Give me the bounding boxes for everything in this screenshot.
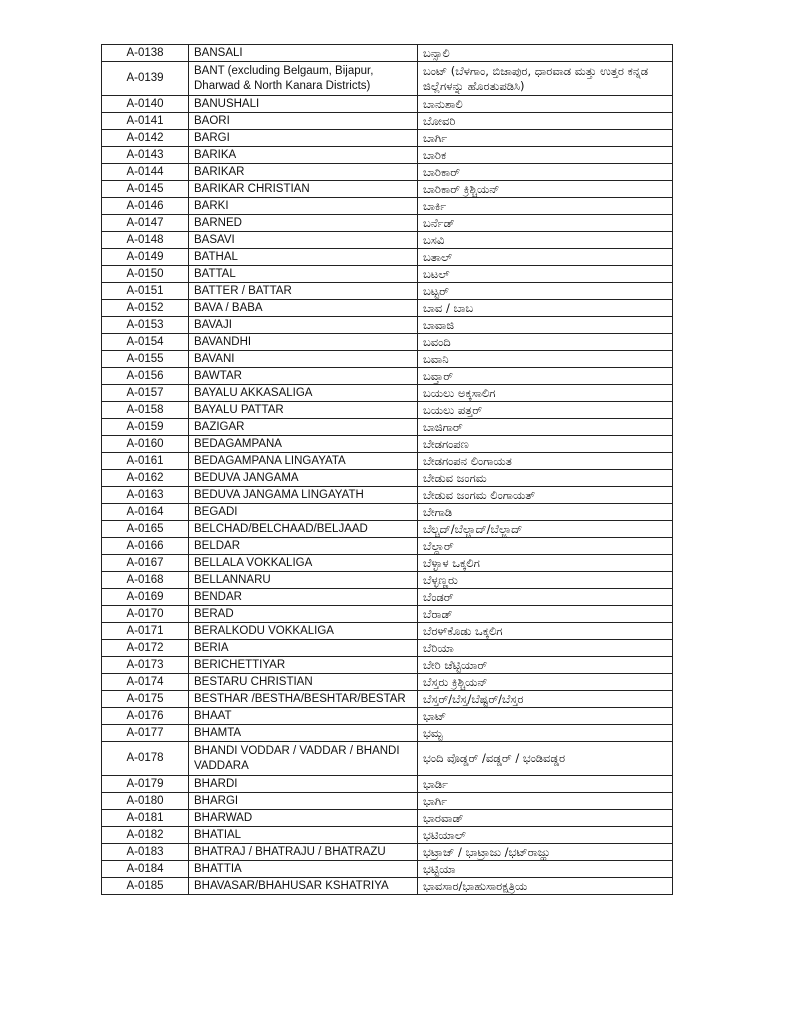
table-row: [102, 62, 673, 96]
caste-name-cell: BEGADI: [189, 504, 418, 521]
caste-code-cell: A-0142: [102, 130, 189, 147]
caste-kannada-cell: ಬಂಟ್ (ಬೆಳಗಾಂ, ಬಿಜಾಪುರ, ಧಾರವಾಡ ಮತ್ತು ಉತ್ತರ ಕನ್ನಡ ಜಿಲ್ಲೆಗಳನ್ನು ಹೊರತುಪಡಿಸಿ): [418, 62, 673, 96]
caste-name-cell: BANT (excluding Belgaum, Bijapur, Dharwad & North Kanara Districts): [189, 62, 418, 96]
caste-code-cell: A-0151: [102, 283, 189, 300]
caste-kannada-cell: ಬಯಲು ಪತ್ತರ್: [418, 402, 673, 419]
caste-code-cell: A-0165: [102, 521, 189, 538]
caste-kannada-cell: ಭಾರ್ಗಿ: [418, 793, 673, 810]
table-row: [102, 215, 673, 232]
caste-code-cell: A-0172: [102, 640, 189, 657]
caste-kannada-cell: ಬೆಂಡರ್: [418, 589, 673, 606]
table-row: [102, 657, 673, 674]
caste-name-cell: BHARGI: [189, 793, 418, 810]
table-row: [102, 708, 673, 725]
caste-kannada-cell: ಬೆಸ್ತರು ಕ್ರಿಶ್ಚಿಯನ್: [418, 674, 673, 691]
caste-code-cell: A-0138: [102, 45, 189, 62]
caste-code-cell: A-0159: [102, 419, 189, 436]
caste-kannada-cell: ಬೇಡಗಂಪನ ಲಿಂಗಾಯತ: [418, 453, 673, 470]
caste-name-cell: BEDUVA JANGAMA: [189, 470, 418, 487]
caste-kannada-cell: ಬವಾನಿ: [418, 351, 673, 368]
caste-kannada-cell: ಬವಂದಿ: [418, 334, 673, 351]
caste-code-cell: A-0154: [102, 334, 189, 351]
caste-name-cell: BERAD: [189, 606, 418, 623]
caste-name-cell: BAVAJI: [189, 317, 418, 334]
caste-code-cell: A-0163: [102, 487, 189, 504]
caste-code-cell: A-0179: [102, 776, 189, 793]
table-row: [102, 181, 673, 198]
caste-name-cell: BATTAL: [189, 266, 418, 283]
caste-kannada-cell: ಬೆಲ್ಚದ್/ಬೆಲ್ಚಾದ್/ಬೆಲ್ಜಾದ್: [418, 521, 673, 538]
caste-name-cell: BAYALU PATTAR: [189, 402, 418, 419]
caste-code-cell: A-0185: [102, 878, 189, 895]
caste-code-cell: A-0169: [102, 589, 189, 606]
caste-code-cell: A-0144: [102, 164, 189, 181]
caste-name-cell: BELCHAD/BELCHAAD/BELJAAD: [189, 521, 418, 538]
caste-name-cell: BESTARU CHRISTIAN: [189, 674, 418, 691]
caste-code-cell: A-0167: [102, 555, 189, 572]
caste-code-cell: A-0181: [102, 810, 189, 827]
caste-kannada-cell: ಬಾವಾಜಿ: [418, 317, 673, 334]
caste-kannada-cell: ಬೇಡುವ ಜಂಗಮ: [418, 470, 673, 487]
caste-name-cell: BHAMTA: [189, 725, 418, 742]
caste-code-cell: A-0184: [102, 861, 189, 878]
table-row: [102, 606, 673, 623]
caste-name-cell: BANSALI: [189, 45, 418, 62]
caste-code-cell: A-0155: [102, 351, 189, 368]
table-row: [102, 232, 673, 249]
caste-code-cell: A-0145: [102, 181, 189, 198]
table-row: [102, 674, 673, 691]
caste-kannada-cell: ಬಾರಿಕಾರ್: [418, 164, 673, 181]
caste-name-cell: BEDAGAMPANA: [189, 436, 418, 453]
table-row: [102, 725, 673, 742]
caste-kannada-cell: ಬಾಜಿಗಾರ್: [418, 419, 673, 436]
caste-code-cell: A-0162: [102, 470, 189, 487]
table-row: [102, 487, 673, 504]
caste-name-cell: BEDUVA JANGAMA LINGAYATH: [189, 487, 418, 504]
caste-code-cell: A-0175: [102, 691, 189, 708]
caste-name-cell: BANUSHALI: [189, 96, 418, 113]
caste-name-cell: BENDAR: [189, 589, 418, 606]
caste-name-cell: BEDAGAMPANA LINGAYATA: [189, 453, 418, 470]
caste-code-cell: A-0141: [102, 113, 189, 130]
caste-name-cell: BARIKA: [189, 147, 418, 164]
caste-kannada-cell: ಬೆಸ್ತರ್/ಬೆಸ್ತ/ಬೆಷ್ಟರ್/ಬೆಸ್ತರ: [418, 691, 673, 708]
caste-name-cell: BHATIAL: [189, 827, 418, 844]
caste-name-cell: BHARDI: [189, 776, 418, 793]
caste-kannada-cell: ಬೇಡಗಂಪಣ: [418, 436, 673, 453]
caste-code-cell: A-0152: [102, 300, 189, 317]
caste-name-cell: BAVA / BABA: [189, 300, 418, 317]
caste-kannada-cell: ಬೆರಾಡ್: [418, 606, 673, 623]
caste-name-cell: BHAVASAR/BHAHUSAR KSHATRIYA: [189, 878, 418, 895]
caste-code-cell: A-0160: [102, 436, 189, 453]
caste-code-cell: A-0139: [102, 62, 189, 96]
caste-kannada-cell: ಬೋವರಿ: [418, 113, 673, 130]
table-row: [102, 470, 673, 487]
caste-kannada-cell: ಬೇಡುವ ಜಂಗಮ ಲಿಂಗಾಯತ್: [418, 487, 673, 504]
caste-kannada-cell: ಬರ್ನೆಡ್: [418, 215, 673, 232]
caste-name-cell: BERICHETTIYAR: [189, 657, 418, 674]
caste-name-cell: BARNED: [189, 215, 418, 232]
caste-kannada-cell: ಭಟ್ಟಿಯಾ: [418, 861, 673, 878]
table-body: [102, 45, 673, 895]
caste-code-cell: A-0171: [102, 623, 189, 640]
table-row: [102, 266, 673, 283]
caste-code-cell: A-0178: [102, 742, 189, 776]
caste-code-cell: A-0183: [102, 844, 189, 861]
caste-code-cell: A-0158: [102, 402, 189, 419]
caste-name-cell: BELLANNARU: [189, 572, 418, 589]
table-row: [102, 249, 673, 266]
caste-kannada-cell: ಭಾವಸಾರ/ಭಾಹುಸಾರಕ್ಷತ್ರಿಯ: [418, 878, 673, 895]
caste-code-cell: A-0161: [102, 453, 189, 470]
caste-name-cell: BHARWAD: [189, 810, 418, 827]
caste-kannada-cell: ಬಾರಿಕಾರ್ ಕ್ರಿಶ್ಚಿಯನ್: [418, 181, 673, 198]
table-row: [102, 827, 673, 844]
caste-kannada-cell: ಬೇರಿ ಚೆಟ್ಟಿಯಾರ್: [418, 657, 673, 674]
table-row: [102, 130, 673, 147]
caste-name-cell: BESTHAR /BESTHA/BESHTAR/BESTAR: [189, 691, 418, 708]
caste-name-cell: BHATRAJ / BHATRAJU / BHATRAZU: [189, 844, 418, 861]
caste-kannada-cell: ಬಾರಿಕ: [418, 147, 673, 164]
caste-name-cell: BARIKAR: [189, 164, 418, 181]
caste-name-cell: BHANDI VODDAR / VADDAR / BHANDI VADDARA: [189, 742, 418, 776]
caste-code-cell: A-0150: [102, 266, 189, 283]
table-row: [102, 402, 673, 419]
caste-name-cell: BARKI: [189, 198, 418, 215]
caste-code-cell: A-0166: [102, 538, 189, 555]
caste-code-cell: A-0148: [102, 232, 189, 249]
caste-kannada-cell: ಬೆಳ್ಳಾಳ ಒಕ್ಕಲಿಗ: [418, 555, 673, 572]
caste-name-cell: BHAAT: [189, 708, 418, 725]
table-row: [102, 504, 673, 521]
caste-code-cell: A-0149: [102, 249, 189, 266]
caste-code-cell: A-0168: [102, 572, 189, 589]
caste-kannada-cell: ಬೆರಿಯಾ: [418, 640, 673, 657]
caste-kannada-cell: ಬವ್ತಾರ್: [418, 368, 673, 385]
caste-kannada-cell: ಬಾವ / ಬಾಬ: [418, 300, 673, 317]
table-row: [102, 300, 673, 317]
caste-code-cell: A-0177: [102, 725, 189, 742]
caste-code-cell: A-0157: [102, 385, 189, 402]
caste-kannada-cell: ಬಟಲ್: [418, 266, 673, 283]
table-row: [102, 96, 673, 113]
caste-name-cell: BAWTAR: [189, 368, 418, 385]
caste-kannada-cell: ಬತಾಲ್: [418, 249, 673, 266]
table-row: [102, 351, 673, 368]
caste-name-cell: BAVANI: [189, 351, 418, 368]
caste-code-cell: A-0143: [102, 147, 189, 164]
table-row: [102, 810, 673, 827]
caste-kannada-cell: ಭಾಟ್: [418, 708, 673, 725]
table-row: [102, 623, 673, 640]
table-row: [102, 878, 673, 895]
caste-kannada-cell: ಭಟ್ರಾಜ್ / ಭಾಟ್ರಾಜು /ಭಟ್‌ರಾಜ್ಹು: [418, 844, 673, 861]
caste-kannada-cell: ಬೆರಳ್‌ಕೊಡು ಒಕ್ಕಲಿಗ: [418, 623, 673, 640]
table-row: [102, 521, 673, 538]
caste-kannada-cell: ಭಮ್ಟ: [418, 725, 673, 742]
caste-name-cell: BAVANDHI: [189, 334, 418, 351]
caste-kannada-cell: ಬೆಲ್ದಾರ್: [418, 538, 673, 555]
table-row: [102, 368, 673, 385]
caste-code-cell: A-0182: [102, 827, 189, 844]
caste-name-cell: BATTER / BATTAR: [189, 283, 418, 300]
caste-name-cell: BHATTIA: [189, 861, 418, 878]
table-row: [102, 283, 673, 300]
caste-kannada-cell: ಬೆಳ್ಳಣ್ಣರು: [418, 572, 673, 589]
caste-name-cell: BARIKAR CHRISTIAN: [189, 181, 418, 198]
caste-name-cell: BERIA: [189, 640, 418, 657]
table-row: [102, 334, 673, 351]
caste-code-cell: A-0146: [102, 198, 189, 215]
table-row: [102, 45, 673, 62]
caste-code-cell: A-0180: [102, 793, 189, 810]
table-row: [102, 164, 673, 181]
table-row: [102, 538, 673, 555]
caste-name-cell: BELDAR: [189, 538, 418, 555]
table-row: [102, 436, 673, 453]
caste-kannada-cell: ಬಾರ್ಕಿ: [418, 198, 673, 215]
table-row: [102, 572, 673, 589]
caste-code-cell: A-0176: [102, 708, 189, 725]
table-row: [102, 640, 673, 657]
caste-kannada-cell: ಬಟ್ಟರ್: [418, 283, 673, 300]
caste-name-cell: BARGI: [189, 130, 418, 147]
caste-name-cell: BAORI: [189, 113, 418, 130]
caste-kannada-cell: ಬಾರ್ಗಿ: [418, 130, 673, 147]
caste-code-cell: A-0174: [102, 674, 189, 691]
caste-name-cell: BASAVI: [189, 232, 418, 249]
caste-kannada-cell: ಬಯಲು ಅಕ್ಕಸಾಲಿಗ: [418, 385, 673, 402]
caste-kannada-cell: ಭಾರ್ಡಿ: [418, 776, 673, 793]
caste-code-cell: A-0147: [102, 215, 189, 232]
table-row: [102, 861, 673, 878]
table-row: [102, 776, 673, 793]
document-page: [101, 44, 673, 895]
caste-kannada-cell: ಬನ್ಸಾಲಿ: [418, 45, 673, 62]
caste-kannada-cell: ಭಟಿಯಾಲ್: [418, 827, 673, 844]
table-row: [102, 453, 673, 470]
table-row: [102, 113, 673, 130]
caste-list-table: [101, 44, 673, 895]
caste-name-cell: BELLALA VOKKALIGA: [189, 555, 418, 572]
table-row: [102, 147, 673, 164]
table-row: [102, 691, 673, 708]
caste-kannada-cell: ಭಾರವಾಡ್: [418, 810, 673, 827]
caste-kannada-cell: ಭಂದಿ ವೊಡ್ಡರ್ /ವಡ್ಡರ್ / ಭಂಡಿವಡ್ಡರ: [418, 742, 673, 776]
caste-code-cell: A-0153: [102, 317, 189, 334]
caste-code-cell: A-0140: [102, 96, 189, 113]
caste-name-cell: BAZIGAR: [189, 419, 418, 436]
caste-code-cell: A-0173: [102, 657, 189, 674]
caste-name-cell: BAYALU AKKASALIGA: [189, 385, 418, 402]
caste-kannada-cell: ಬಾನುಶಾಲಿ: [418, 96, 673, 113]
table-row: [102, 419, 673, 436]
table-row: [102, 555, 673, 572]
caste-name-cell: BATHAL: [189, 249, 418, 266]
table-row: [102, 742, 673, 776]
table-row: [102, 793, 673, 810]
table-row: [102, 385, 673, 402]
table-row: [102, 844, 673, 861]
table-row: [102, 317, 673, 334]
caste-kannada-cell: ಬಸವಿ: [418, 232, 673, 249]
table-row: [102, 589, 673, 606]
caste-code-cell: A-0170: [102, 606, 189, 623]
caste-code-cell: A-0164: [102, 504, 189, 521]
caste-code-cell: A-0156: [102, 368, 189, 385]
table-row: [102, 198, 673, 215]
caste-kannada-cell: ಬೇಗಾಡಿ: [418, 504, 673, 521]
caste-name-cell: BERALKODU VOKKALIGA: [189, 623, 418, 640]
